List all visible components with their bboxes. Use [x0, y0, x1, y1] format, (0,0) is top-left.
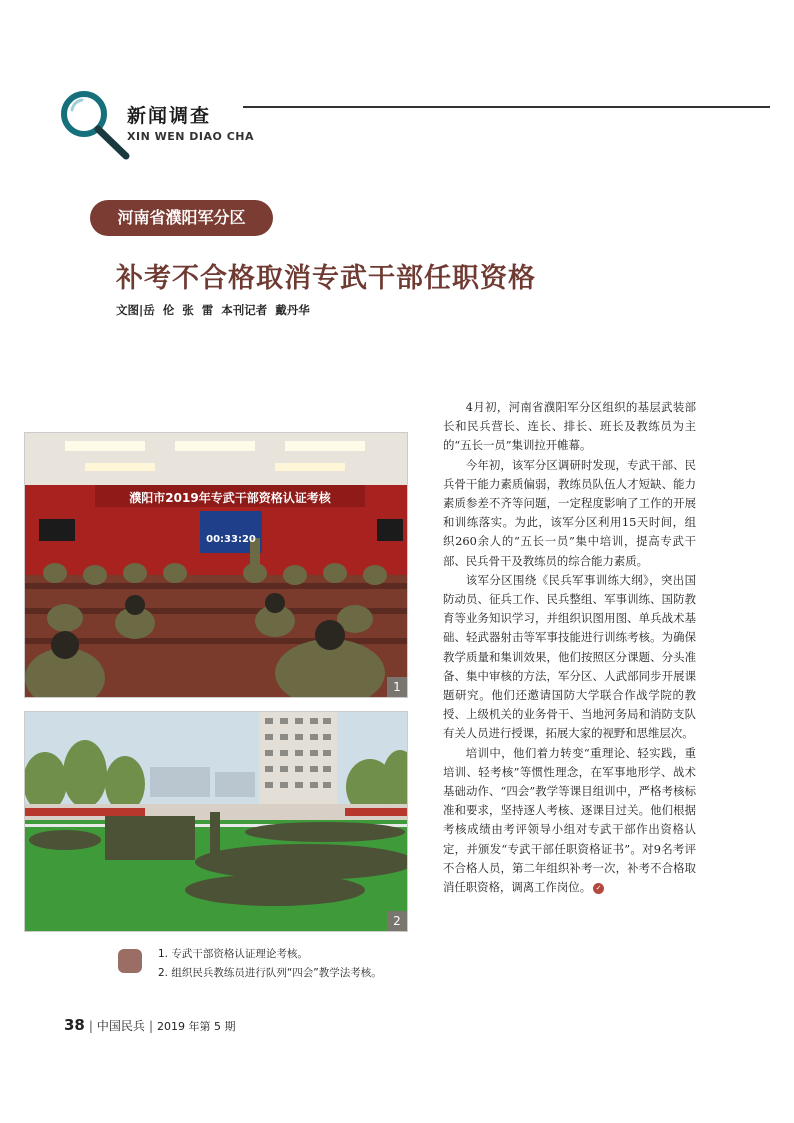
- screen-banner-text: 濮阳市2019年专武干部资格认证考核: [129, 491, 331, 505]
- byline: 文图|岳 伦 张 雷 本刊记者 戴丹华: [116, 303, 310, 317]
- screen-timer: 00:33:20: [206, 534, 256, 545]
- footer: [64, 1016, 235, 1034]
- article-paragraph: [443, 744, 696, 898]
- photo-number: 1: [387, 677, 407, 697]
- section-pinyin: XIN WEN DIAO CHA: [127, 130, 255, 143]
- magnifier-icon: [58, 88, 138, 164]
- caption-1: 1. 专武干部资格认证理论考核。: [158, 948, 308, 960]
- headline: 补考不合格取消专武干部任职资格: [116, 263, 536, 294]
- caption-2: 2. 组织民兵教练员进行队列“四会”教学法考核。: [158, 967, 382, 979]
- article-paragraph-text: 培训中，他们着力转变“重理论、轻实践，重培训、轻考核”等惯性理念，在军事地形学、战术基础动作、“四会”教学等课目组训中，严格考核标准和要求，坚持逐人考核、逐课目过关。他们根据考核成绩由考评领导小组对专武干部作出资格认定，并颁发“专武干部任职资格证书”。对9名考评不合格人员，第二年组织补考一次，补考不合格取消任职资格，调离工作岗位。: [443, 745, 696, 895]
- article-paragraph: 4月初，河南省濮阳军分区组织的基层武装部长和民兵营长、连长、排长、班长及教练员为主的“五长一员”集训拉开帷幕。: [443, 400, 696, 453]
- footer-separator: |: [148, 1019, 153, 1033]
- header-rule: [243, 106, 770, 108]
- caption-marker: [118, 949, 142, 973]
- exam-hall-illustration: [25, 433, 407, 697]
- section-title: 新闻调查: [127, 105, 212, 127]
- drill-field-illustration: [25, 712, 407, 931]
- page-number: 38: [64, 1016, 85, 1034]
- category-badge: 河南省濮阳军分区: [90, 200, 273, 236]
- magazine-name: 中国民兵: [96, 1019, 145, 1033]
- article-paragraph: 今年初，该军分区调研时发现，专武干部、民兵骨干能力素质偏弱，教练员队伍人才短缺、能力素质参差不齐等问题，一定程度影响了工作的开展和训练落实。为此，该军分区利用15天时间，组织260余人的“五长一员”集中培训，提高专武干部、民兵骨干及教练员的综合能力素质。: [443, 457, 696, 568]
- photo-drill-field: [24, 711, 408, 932]
- issue: 2019 年第 5 期: [156, 1020, 236, 1033]
- footer-separator: |: [88, 1019, 93, 1033]
- photo-number: 2: [387, 911, 407, 931]
- photo-exam-hall: [24, 432, 408, 698]
- article-paragraph: 该军分区围绕《民兵军事训练大纲》，突出国防动员、征兵工作、民兵整组、军事训练、国防教育等业务知识学习，并组织识图用图、单兵战术基础、轻武器射击等军事技能进行训练考核。为确保教学质量和集训效果，他们按照区分课题、分头准备、集中审核的方法，军分区、人武部同步开展课题研究。他们还邀请国防大学联合作战学院的教授、上级机关的业务骨干、当地河务局和消防支队有关人员进行授课，拓展大家的视野和思维层次。: [443, 572, 696, 741]
- end-mark-icon: ✓: [593, 883, 604, 894]
- article-body: [443, 398, 696, 897]
